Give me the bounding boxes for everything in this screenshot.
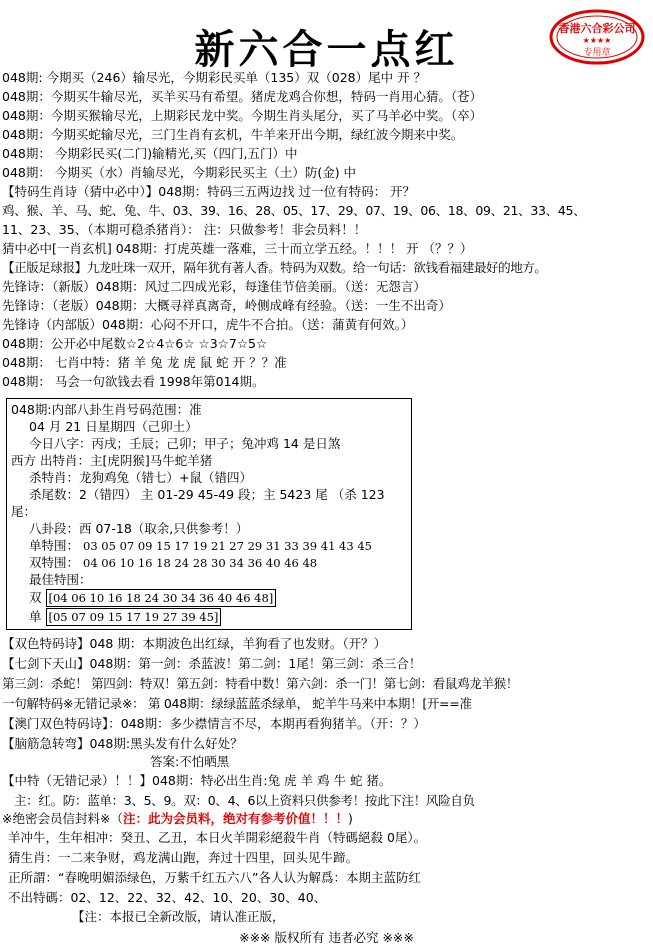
line-7: 【特码生肖诗（猜中必中）】048期：特码三五两边找 过一位有特码： 开？ [2,184,416,199]
best-single-numbers: [05 07 09 15 17 19 27 39 45] [46,608,222,626]
line-3: 048期：今期买猴输尽光，上期彩民龙中奖。今期生肖头尾分，买了马羊必中奖。（卒） [2,108,483,123]
box-line-7: 尾： [11,504,37,519]
line-21: 一句解特码※无错记录※： 第 048期：绿绿蓝蓝杀绿单， 蛇羊牛马来中本期！[开==准 [2,696,472,711]
single-range-numbers: 03 05 07 09 15 17 19 21 27 29 31 33 39 41 43 45 [83,539,372,553]
copyright-footer: ※※※ 版权所有 违者必究 ※※※ [239,930,414,945]
box-line-12 [29,589,276,607]
box-line-8: 八卦段：西 07-18（取余,只供参考！） [29,521,249,536]
best-double-label: 双 [29,590,42,605]
line-5: 048期： 今期彩民买(二门)输精光,买（四门,五门）中 [2,146,298,161]
vip-close: ) [347,811,353,826]
line-15: 048期：公开必中尾数☆2☆4☆6☆ ☆3☆7☆5☆ [2,336,268,351]
box-line-1: 048期:内部八卦生肖号码范围：准 [11,402,202,417]
bagua-box [6,398,412,630]
single-range-label: 单特围： [29,538,80,553]
line-23: 【脑筋急转弯】048期:黑头发有什么好处？ [2,736,243,751]
line-6: 048期： 今期买（水）肖输尽光，今期彩民买主（土）防(金) 中 [2,165,357,180]
line-4: 048期：今期买蛇输尽光，三门生肖有玄机，牛羊来开出今期，绿红波今期来中奖。 [2,127,464,142]
box-line-2: 04 月 21 日星期四（己卯土） [29,419,198,434]
line-20: 第三剑：杀蛇！ 第四剑：特双！第五剑：特看中数！第六剑：杀一门！第七剑：看鼠鸡龙羊猴！ [2,676,519,691]
vip-note: 注：此为会员料，绝对有参考价值！！！ [122,811,348,826]
best-double-numbers: [04 06 10 16 18 24 30 34 36 40 46 48] [46,589,277,607]
box-line-11: 最佳特围： [29,572,92,587]
box-line-9 [29,538,372,554]
line-1: 048期: 今期买（246）输尽光，今期彩民买单（135）双（028）尾中 开 ？ [2,70,427,85]
line-32: 【注：本报已全新改版，请认准正版， [72,909,285,924]
line-30: 正所謂：“春晚明媚添绿色，万紫千红五六八”各人认为解爲：本期主蓝防红 [8,870,421,885]
page-title: 新六合一点红 [194,26,459,73]
vip-label: ※绝密会员信封料※（ [2,811,123,826]
line-19: 【七剑下天山】048期：第一剑：杀蓝波！第二剑：1尾！第三剑：杀三合！ [2,656,422,671]
line-17: 048期： 马会一句欲钱去看 1998年第014期。 [2,374,265,389]
line-12: 先锋诗：（新版）048期：风过二四成光彩，每逢佳节倍美丽。（送：无怨言） [2,279,426,294]
box-line-5: 杀特肖：龙狗鸡兔（错七）+鼠（错四） [29,470,252,485]
seal-arc-text: 香港六合彩公司 [558,22,636,35]
double-range-numbers: 04 06 10 16 18 24 28 30 34 36 40 46 48 [83,556,318,570]
box-line-3: 今日八字：丙戌；壬辰；己卯；甲子；兔冲鸡 14 是日煞 [29,436,341,451]
line-14: 先锋诗（内部版）048期：心闷不开口，虎牛不合拍。（送：蒲黄有何效。） [2,317,414,332]
line-13: 先锋诗：（老版）048期：大概寻祥真离奇，岭侧成峰有经验。（送：一生不出奇） [2,298,451,313]
line-16: 048期： 七肖中特：猪 羊 兔 龙 虎 鼠 蛇 开 ？？准 [2,355,287,370]
box-line-13 [29,608,221,626]
line-27 [2,811,353,827]
seal-bottom-text: 专用章 [583,48,611,58]
line-18: 【双色特码诗】048 期：本期波色出红绿，羊狗看了也发财。（开？） [2,636,387,651]
box-line-4: 西方 出特肖：主[虎阴猴]马牛蛇羊猪 [11,453,213,468]
line-26: 主：红。防：蓝单：3、5、9。双：0、4、6以上资料只供参考！按此下注！风险自负 [14,793,475,808]
line-31: 不出特碼：02、12、22、32、42、10、20、30、40、 [8,890,327,905]
line-22: 【澳门双色特码诗】：048期：多少襟情言不尽，本期再看狗猪羊。（开：？） [2,716,426,731]
line-24: 答案:不怕晒黑 [150,754,230,769]
box-line-6: 杀尾数：2（错四） 主 01-29 45-49 段；主 5423 尾 （杀 123 [29,487,385,502]
line-25: 【中特（无错记录）！！】048期：特必出生肖:兔 虎 羊 鸡 牛 蛇 猪。 [2,773,392,788]
line-29: 猜生肖：一二来争财，鸡龙满山跑，奔过十四里，回头见牛蹄。 [8,850,359,865]
line-10: 猜中必中[一肖玄机] 048期：打虎英雄一落难，三十而立学五经。！！！ 开 （？？） [2,241,473,256]
line-2: 048期：今期买牛输尽光，买羊买马有希望。猪虎龙鸡合你想，特码一肖用心猜。（苍） [2,89,483,104]
line-11: 【正版足球报】九龙吐珠一双开，隔年犹有著人香。特码为双数。给一句话：欲钱看福建最好的地方。 [2,260,547,275]
double-range-label: 双特围： [29,555,80,570]
seal-stars: ★★★★ [582,36,612,45]
best-single-label: 单 [29,609,42,624]
box-line-10 [29,555,317,571]
line-28: 羊冲牛，生年相冲：癸丑、乙丑，本日火羊開彩絕殺牛肖（特碼絕殺 0尾）。 [8,830,427,845]
line-9: 11、23、35、（本期可稳杀猪肖）： 注：只做参考！非会员料！！ [2,222,367,237]
line-8: 鸡、猴、羊、马、蛇、兔、牛、03、39、16、28、05、17、29、07、19、06、18、09、21、33、45、 [2,203,586,218]
